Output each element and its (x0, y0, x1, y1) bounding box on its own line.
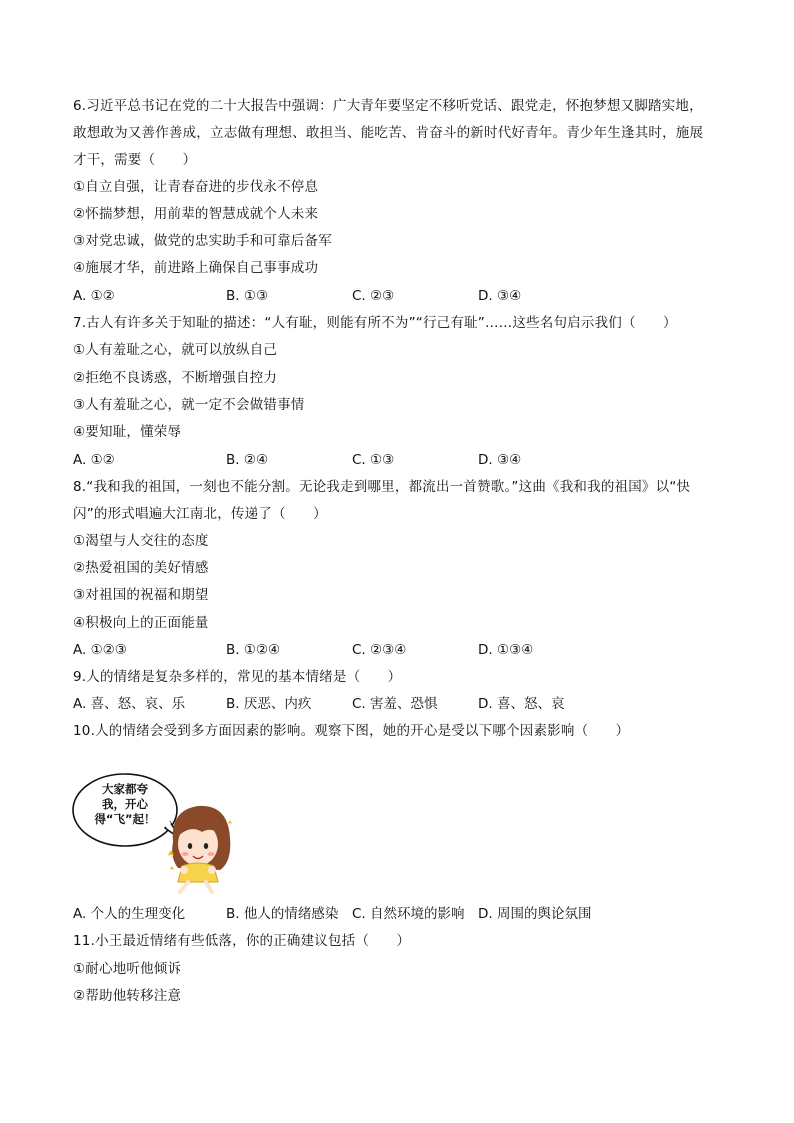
speech-bubble-line-3: 得“飞”起！ (94, 812, 156, 826)
q10-option-c: C. 自然环境的影响 (352, 906, 465, 922)
q9-stem-line-1: 9.人的情绪是复杂多样的，常见的基本情绪是（ ） (73, 669, 402, 685)
q6-stem-line-1: 6.习近平总书记在党的二十大报告中强调：广大青年要坚定不移听党话、跟党走，怀抱梦想又脚踏实地， (73, 98, 703, 114)
q10-option-b: B. 他人的情绪感染 (226, 906, 339, 922)
q11-item-2: ②帮助他转移注意 (73, 988, 182, 1004)
q9-option-a: A. 喜、怒、哀、乐 (73, 696, 186, 712)
q9-option-d: D. 喜、怒、哀 (478, 696, 565, 712)
q9-option-c: C. 害羞、恐惧 (352, 696, 438, 712)
q6-option-a: A. ①② (73, 288, 115, 304)
q7-item-4: ④要知耻，懂荣辱 (73, 424, 182, 440)
q8-option-a: A. ①②③ (73, 642, 127, 658)
q8-item-1: ①渴望与人交往的态度 (73, 533, 209, 549)
q8-stem-line-2: 闪”的形式唱遍大江南北，传递了（ ） (73, 506, 327, 522)
q6-stem-line-2: 敢想敢为又善作善成，立志做有理想、敢担当、能吃苦、肯奋斗的新时代好青年。青少年生逢其时，施展 (73, 125, 704, 141)
q11-item-1: ①耐心地听他倾诉 (73, 961, 182, 977)
cartoon-girl-illustration (70, 770, 250, 895)
q8-stem-line-1: 8.“我和我的祖国，一刻也不能分割。无论我走到哪里，都流出一首赞歌。”这曲《我和我的祖国》以“快 (73, 479, 691, 495)
q10-stem-line-1: 10.人的情绪会受到多方面因素的影响。观察下图，她的开心是受以下哪个因素影响（ ） (73, 723, 630, 739)
q8-option-b: B. ①②④ (226, 642, 281, 658)
q9-option-b: B. 厌恶、内疚 (226, 696, 312, 712)
speech-bubble-text (90, 782, 160, 827)
q6-item-4: ④施展才华，前进路上确保自己事事成功 (73, 260, 319, 276)
q10-option-d: D. 周围的舆论氛围 (478, 906, 592, 922)
q8-option-d: D. ①③④ (478, 642, 534, 658)
q7-item-2: ②拒绝不良诱惑，不断增强自控力 (73, 370, 278, 386)
q6-item-2: ②怀揣梦想，用前辈的智慧成就个人未来 (73, 206, 319, 222)
q10-option-a: A. 个人的生理变化 (73, 906, 186, 922)
q7-stem-line-1: 7.古人有许多关于知耻的描述：“人有耻，则能有所不为”“行己有耻”……这些名句启示我们（ ） (73, 315, 677, 331)
q6-item-1: ①自立自强，让青春奋进的步伐永不停息 (73, 179, 319, 195)
q8-item-4: ④积极向上的正面能量 (73, 615, 209, 631)
q8-option-c: C. ②③④ (352, 642, 407, 658)
q8-item-2: ②热爱祖国的美好情感 (73, 560, 209, 576)
q6-stem-line-3: 才干，需要（ ） (73, 152, 197, 168)
speech-bubble-line-2: 我，开心 (102, 797, 148, 811)
q7-option-b: B. ②④ (226, 452, 269, 468)
q7-option-c: C. ①③ (352, 452, 395, 468)
q6-option-b: B. ①③ (226, 288, 269, 304)
q6-option-c: C. ②③ (352, 288, 395, 304)
q7-item-3: ③人有羞耻之心，就一定不会做错事情 (73, 397, 305, 413)
speech-bubble-line-1: 大家都夸 (102, 782, 148, 796)
q7-item-1: ①人有羞耻之心，就可以放纵自己 (73, 342, 278, 358)
q11-stem-line-1: 11.小王最近情绪有些低落，你的正确建议包括（ ） (73, 933, 411, 949)
q6-option-d: D. ③④ (478, 288, 522, 304)
q8-item-3: ③对祖国的祝福和期望 (73, 587, 209, 603)
q7-option-d: D. ③④ (478, 452, 522, 468)
q6-item-3: ③对党忠诚，做党的忠实助手和可靠后备军 (73, 233, 332, 249)
q7-option-a: A. ①② (73, 452, 115, 468)
